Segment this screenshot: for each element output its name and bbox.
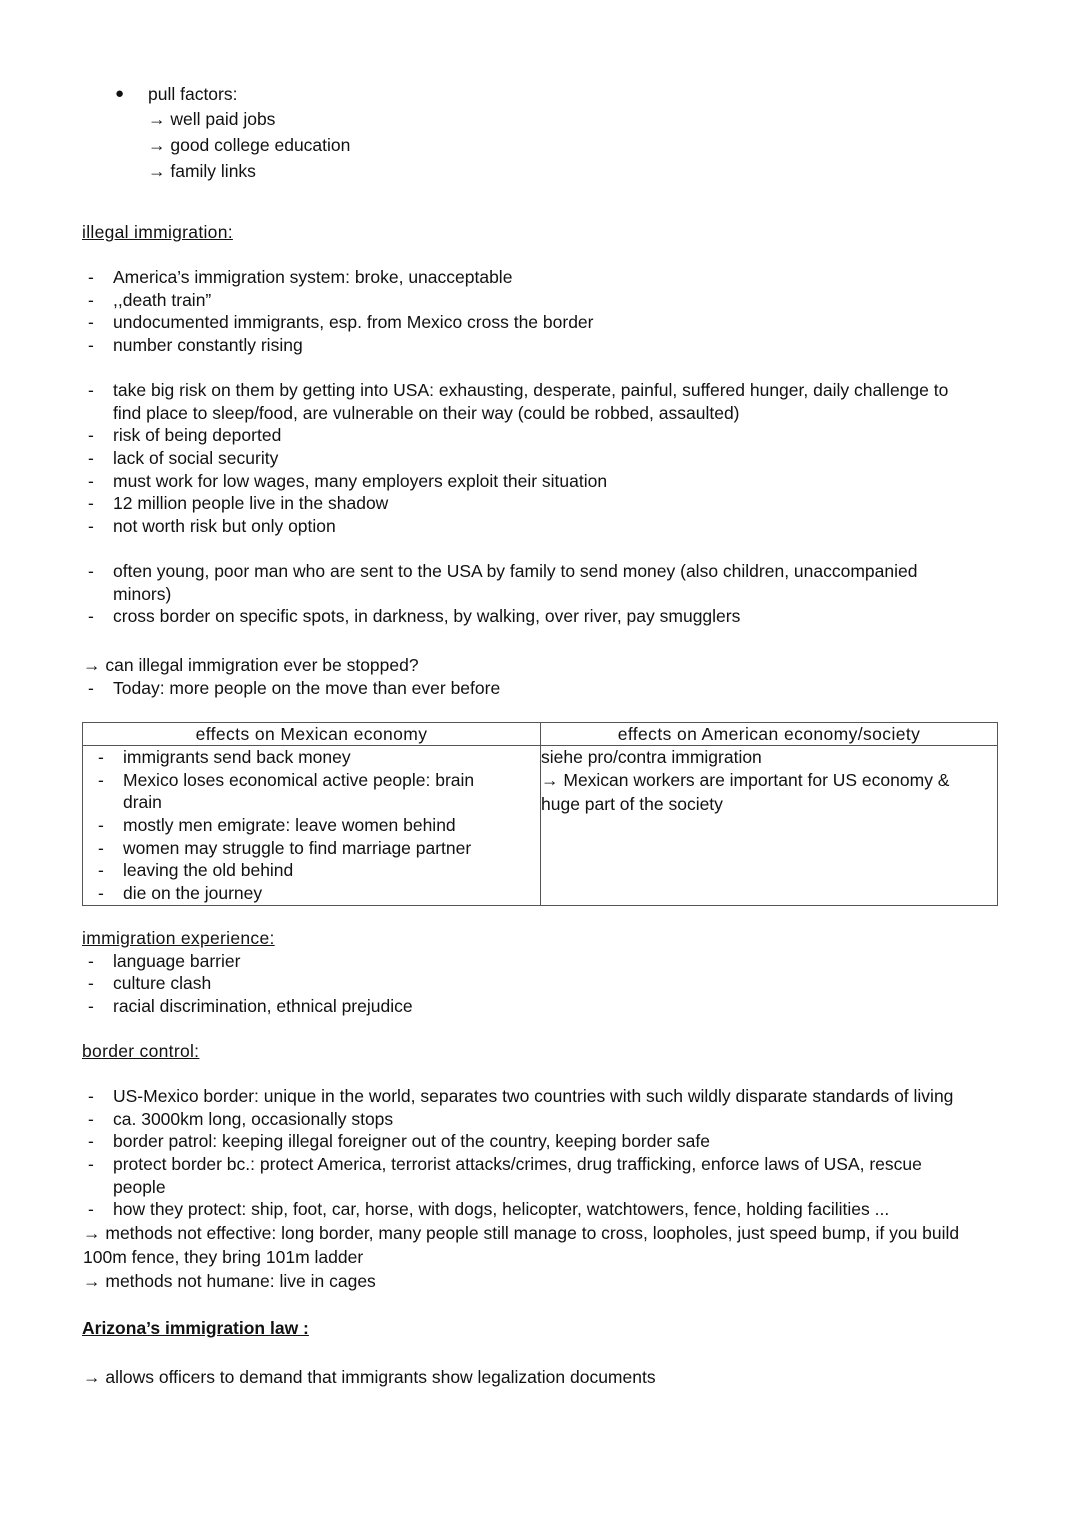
dash-bullet-icon: -	[88, 1199, 94, 1220]
list-item: not worth risk but only option	[113, 516, 336, 537]
dash-bullet-icon: -	[88, 312, 94, 333]
list-item: risk of being deported	[113, 425, 282, 446]
dash-bullet-icon: -	[88, 996, 94, 1017]
dash-bullet-icon: -	[98, 769, 104, 790]
list-item: number constantly rising	[113, 335, 303, 356]
dash-bullet-icon: -	[88, 561, 94, 581]
immigration-experience-heading: immigration experience:	[82, 928, 275, 948]
list-item: US-Mexico border: unique in the world, separates two countries with such wildly disparate standards of living	[113, 1086, 954, 1106]
list-item: Today: more people on the move than ever before	[113, 677, 501, 698]
dash-bullet-icon: -	[88, 448, 94, 469]
dash-bullet-icon: -	[88, 1154, 94, 1175]
dash-bullet-icon: -	[98, 883, 104, 904]
dash-bullet-icon: -	[88, 470, 94, 491]
dash-bullet-icon: -	[98, 860, 104, 881]
pull-factors-title: pull factors:	[148, 84, 238, 104]
arizona-text: → allows officers to demand that immigrants show legalization documents	[83, 1367, 656, 1387]
list-item: cross border on specific spots, in darkness, by walking, over river, pay smugglers	[113, 606, 741, 627]
list-item: language barrier	[113, 950, 241, 971]
pull-factors-section	[0, 83, 1080, 184]
illegal-immigration-list-1	[0, 266, 1080, 357]
conclusion-text: 100m fence, they bring 101m ladder	[83, 1247, 364, 1268]
dash-bullet-icon: -	[98, 837, 104, 858]
list-item-continuation: find place to sleep/food, are vulnerable on their way (could be robbed, assaulted)	[113, 402, 740, 423]
list-item: ,,death train”	[113, 289, 212, 310]
illegal-immigration-heading: illegal immigration:	[82, 222, 233, 242]
list-item: take big risk on them by getting into USA: exhausting, desperate, painful, suffered hunger, daily challenge to	[113, 380, 949, 400]
list-item: how they protect: ship, foot, car, horse, with dogs, helicopter, watchtowers, fence, holding facilities ...	[113, 1199, 890, 1220]
dash-bullet-icon: -	[88, 380, 94, 400]
table-header-mexican: effects on Mexican economy	[83, 723, 541, 746]
table-list-item: Mexico loses economical active people: brain	[123, 769, 475, 790]
table-list-item: leaving the old behind	[123, 860, 294, 881]
conclusion-text: → methods not effective: long border, many people still manage to cross, loopholes, just speed bump, if you build	[83, 1223, 960, 1244]
mexican-effects-cell	[83, 746, 541, 906]
immigration-experience-section	[0, 927, 1080, 1018]
border-control-heading: border control:	[82, 1041, 200, 1061]
list-item: must work for low wages, many employers exploit their situation	[113, 470, 608, 491]
border-control-list	[0, 1085, 1080, 1293]
american-effects-line: → Mexican workers are important for US economy &	[541, 770, 950, 790]
dash-bullet-icon: -	[88, 516, 94, 537]
list-item: undocumented immigrants, esp. from Mexico cross the border	[113, 312, 594, 333]
list-item: lack of social security	[113, 448, 279, 469]
dash-bullet-icon: -	[88, 950, 94, 971]
american-effects-cell	[541, 746, 998, 906]
table-list-item: women may struggle to find marriage partner	[123, 837, 472, 858]
arizona-section	[0, 1317, 1080, 1340]
illegal-immigration-list-2	[0, 379, 1080, 538]
arizona-heading: Arizona’s immigration law :	[82, 1318, 309, 1338]
list-item: often young, poor man who are sent to the USA by family to send money (also children, unaccompanied	[113, 561, 918, 581]
list-item: racial discrimination, ethnical prejudice	[113, 996, 413, 1017]
list-item: ca. 3000km long, occasionally stops	[113, 1108, 394, 1129]
dash-bullet-icon: -	[88, 973, 94, 994]
table-list-item: mostly men emigrate: leave women behind	[123, 815, 456, 836]
table-list-item: die on the journey	[123, 883, 263, 904]
conclusion-text: → methods not humane: live in cages	[83, 1271, 376, 1292]
dash-bullet-icon: -	[88, 677, 94, 698]
dash-bullet-icon: -	[98, 815, 104, 836]
illegal-immigration-list-3	[0, 560, 1080, 628]
dash-bullet-icon: -	[88, 289, 94, 310]
list-item-continuation: people	[113, 1176, 166, 1197]
dash-bullet-icon: -	[88, 425, 94, 446]
dash-bullet-icon: -	[88, 493, 94, 514]
american-effects-line: huge part of the society	[541, 794, 723, 814]
dash-bullet-icon: -	[88, 606, 94, 627]
table-list-item: immigrants send back money	[123, 747, 351, 767]
dash-bullet-icon: -	[88, 335, 94, 356]
pull-factor-item: → good college education	[148, 134, 351, 155]
pull-factor-item: → well paid jobs	[148, 108, 276, 129]
list-item: border patrol: keeping illegal foreigner out of the country, keeping border safe	[113, 1131, 710, 1152]
pull-factor-item: → family links	[148, 160, 256, 181]
dash-bullet-icon: -	[88, 1108, 94, 1129]
list-item: culture clash	[113, 973, 212, 994]
effects-table	[82, 722, 998, 906]
dash-bullet-icon: -	[88, 1086, 94, 1106]
list-item: America’s immigration system: broke, unacceptable	[113, 267, 513, 287]
list-item: protect border bc.: protect America, terrorist attacks/crimes, drug trafficking, enforce laws of USA, rescue	[113, 1154, 922, 1175]
table-list-item-continuation: drain	[123, 792, 162, 813]
dash-bullet-icon: -	[88, 1131, 94, 1152]
list-item: 12 million people live in the shadow	[113, 493, 389, 514]
table-header-american: effects on American economy/society	[541, 723, 998, 746]
american-effects-line: siehe pro/contra immigration	[541, 747, 762, 767]
bullet-icon: ●	[115, 85, 125, 102]
list-item-continuation: minors)	[113, 583, 172, 604]
question-text: → can illegal immigration ever be stopped?	[83, 655, 419, 675]
dash-bullet-icon: -	[98, 747, 104, 767]
dash-bullet-icon: -	[88, 267, 94, 287]
